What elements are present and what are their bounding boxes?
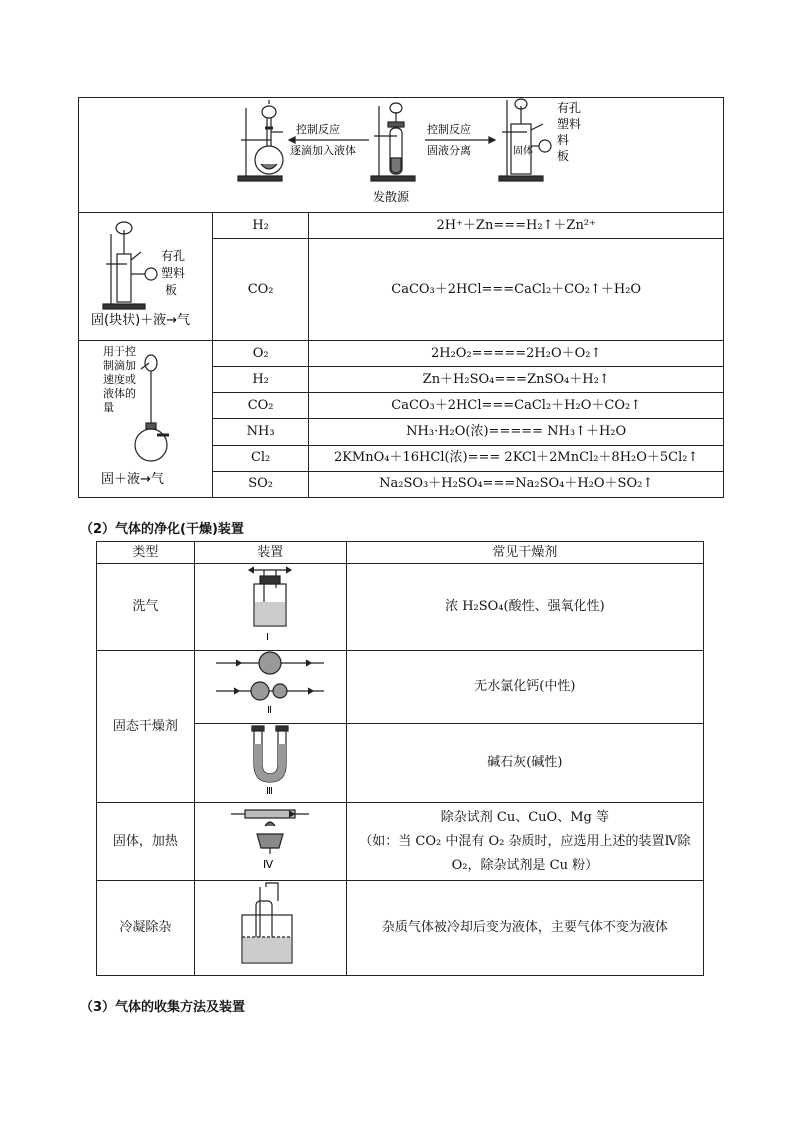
- header-type: 类型: [97, 542, 195, 564]
- block2-label-2: 制滴加: [103, 359, 137, 372]
- device-label-II: Ⅱ: [267, 705, 273, 716]
- block2-label-1: 用于控: [103, 345, 137, 358]
- apparatus-diagram: [81, 98, 721, 206]
- block1-apparatus-diagram: [85, 220, 205, 328]
- device-label-IV: Ⅳ: [263, 857, 274, 871]
- gas-cell: H₂: [212, 213, 308, 239]
- equation-cell: Na₂SO₃＋H₂SO₄===Na₂SO₄＋H₂O＋SO₂↑: [309, 471, 724, 497]
- device-cell: [194, 881, 346, 976]
- gas-cell: CO₂: [212, 393, 308, 419]
- agent-cell: [346, 803, 703, 881]
- right-solid-text: 固体: [513, 146, 533, 157]
- right-text-b: 塑料: [557, 117, 582, 131]
- agent-cell: 碱石灰(碱性): [346, 724, 703, 803]
- equation-cell: 2H₂O₂=====2H₂O＋O₂↑: [309, 341, 724, 367]
- header-device: 装置: [194, 542, 346, 564]
- gas-generation-table: [78, 97, 724, 498]
- type-cell: 固体，加热: [97, 803, 195, 881]
- purify-table: [96, 541, 704, 976]
- header-agent: 常见干燥剂: [346, 542, 703, 564]
- agent-cell: 无水氯化钙(中性): [346, 651, 703, 724]
- ctrl1-text-a: 控制反应: [296, 123, 340, 136]
- block1-label-a: 有孔: [161, 248, 186, 263]
- right-text-a: 有孔: [557, 101, 582, 115]
- right-text-c: 板: [557, 149, 570, 163]
- device-cell: [194, 724, 346, 803]
- agent-cell: 浓 H₂SO₄(酸性、强氧化性): [346, 564, 703, 651]
- type-cell: 固态干燥剂: [97, 651, 195, 803]
- gas-cell: O₂: [212, 341, 308, 367]
- block1-type-label: 固(块状)＋液→气: [91, 312, 191, 328]
- block1-label-c: 板: [165, 282, 178, 297]
- gas-cell: SO₂: [212, 471, 308, 497]
- block1-apparatus-cell: [79, 213, 213, 341]
- equation-cell: CaCO₃＋2HCl===CaCl₂＋H₂O＋CO₂↑: [309, 393, 724, 419]
- section3-title: （3）气体的收集方法及装置: [80, 1000, 246, 1015]
- device-cell: [194, 651, 346, 724]
- device-cell: [194, 803, 346, 881]
- block2-apparatus-diagram: [85, 341, 205, 491]
- gas-cell: CO₂: [212, 239, 308, 341]
- ctrl1-text-b: 逐滴加入液体: [290, 144, 356, 157]
- gas-wash-bottle-diagram: [230, 564, 310, 644]
- equation-cell: 2H⁺＋Zn===H₂↑＋Zn²⁺: [309, 213, 724, 239]
- block2-label-5: 量: [103, 401, 115, 414]
- ctrl2-text-a: 控制反应: [427, 123, 471, 136]
- ctrl2-text-b: 固液分离: [427, 144, 471, 157]
- agent-line-2: （如：当 CO₂ 中混有 O₂ 杂质时，应选用上述的装置Ⅳ除: [359, 833, 691, 849]
- block2-type-label: 固＋液→气: [101, 472, 165, 487]
- heated-tube-diagram: [225, 804, 315, 874]
- agent-line-1: 除杂试剂 Cu、CuO、Mg 等: [440, 809, 609, 825]
- block1-label-b: 塑料: [161, 265, 186, 280]
- agent-line-3: O₂，除杂试剂是 Cu 粉）: [451, 857, 599, 873]
- apparatus-banner: [79, 98, 724, 213]
- center-caption: 发散源: [373, 190, 410, 204]
- right-text-b2: 料: [557, 133, 570, 147]
- device-label-I: Ⅰ: [266, 632, 270, 643]
- equation-cell: 2KMnO₄＋16HCl(浓)=== 2KCl＋2MnCl₂＋8H₂O＋5Cl₂↑: [309, 445, 724, 471]
- type-cell: 洗气: [97, 564, 195, 651]
- gas-cell: Cl₂: [212, 445, 308, 471]
- equation-cell: NH₃·H₂O(浓)===== NH₃↑＋H₂O: [309, 419, 724, 445]
- cold-trap-diagram: [230, 881, 310, 969]
- u-tube-diagram: [240, 724, 300, 796]
- equation-cell: CaCO₃＋2HCl===CaCl₂＋CO₂↑＋H₂O: [309, 239, 724, 341]
- block2-apparatus-cell: [79, 341, 213, 498]
- device-label-III: Ⅲ: [266, 786, 274, 796]
- equation-cell: Zn＋H₂SO₄===ZnSO₄＋H₂↑: [309, 367, 724, 393]
- gas-cell: NH₃: [212, 419, 308, 445]
- type-cell: 冷凝除杂: [97, 881, 195, 976]
- device-cell: [194, 564, 346, 651]
- agent-cell: 杂质气体被冷却后变为液体，主要气体不变为液体: [346, 881, 703, 976]
- block2-label-3: 速度或: [103, 373, 137, 386]
- block2-label-4: 液体的: [103, 387, 137, 400]
- drying-tube-diagram: [210, 651, 330, 717]
- section2-title: （2）气体的净化(干燥)装置: [80, 522, 244, 537]
- gas-cell: H₂: [212, 367, 308, 393]
